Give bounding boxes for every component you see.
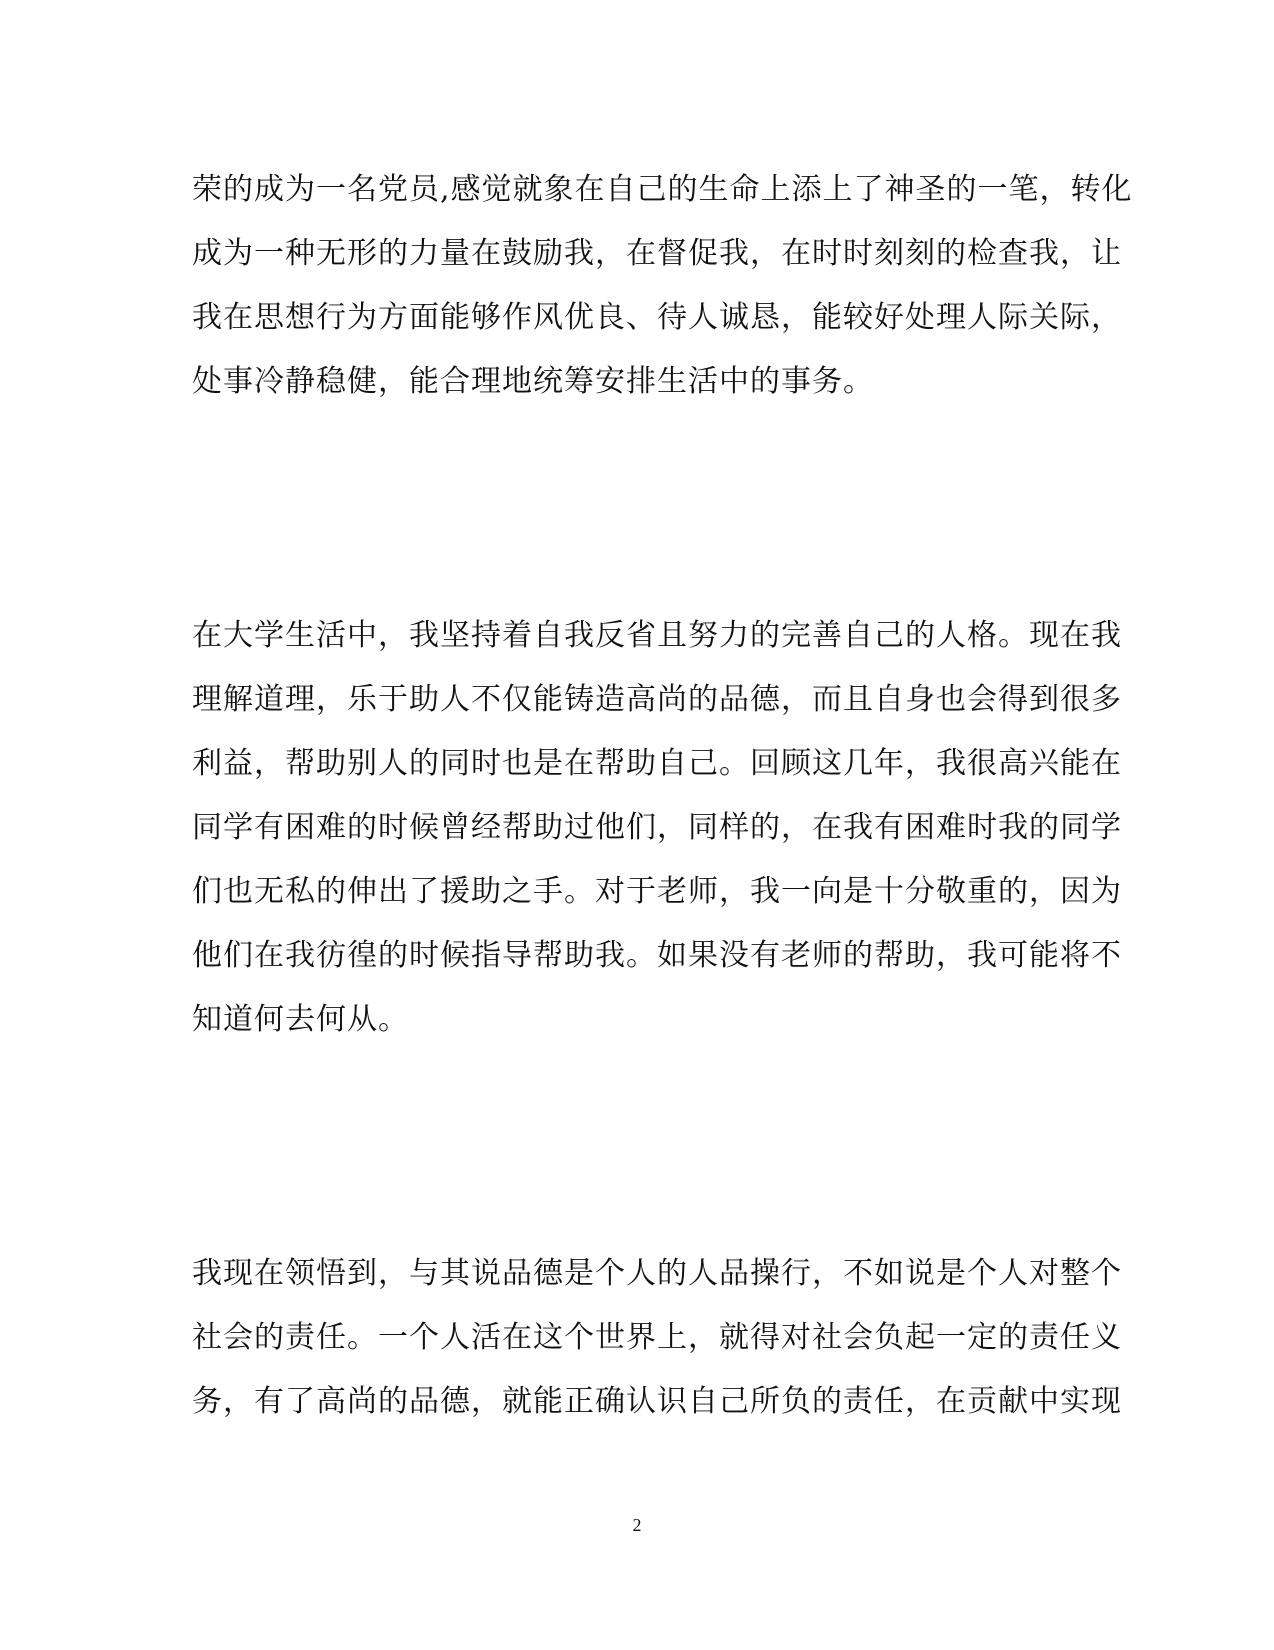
paragraph-3-line-2: 社会的责任。一个人活在这个世界上，就得对社会负起一定的责任义 xyxy=(192,1320,1122,1355)
paragraph-2-line-4: 同学有困难的时候曾经帮助过他们，同样的，在我有困难时我的同学 xyxy=(192,810,1122,845)
paragraph-2-line-1: 在大学生活中，我坚持着自我反省且努力的完善自己的人格。现在我 xyxy=(192,618,1122,653)
paragraph-2-line-6: 他们在我彷徨的时候指导帮助我。如果没有老师的帮助，我可能将不 xyxy=(192,938,1122,973)
paragraph-3-line-3: 务，有了高尚的品德，就能正确认识自己所负的责任，在贡献中实现 xyxy=(192,1384,1122,1419)
paragraph-2-line-5: 们也无私的伸出了援助之手。对于老师，我一向是十分敬重的，因为 xyxy=(192,874,1122,909)
paragraph-2-line-2: 理解道理，乐于助人不仅能铸造高尚的品德，而且自身也会得到很多 xyxy=(192,682,1122,717)
paragraph-1-line-2: 成为一种无形的力量在鼓励我，在督促我，在时时刻刻的检查我，让 xyxy=(192,236,1122,271)
paragraph-1-line-4: 处事冷静稳健，能合理地统筹安排生活中的事务。 xyxy=(192,364,874,399)
paragraph-1-line-1: 荣的成为一名党员,感觉就象在自己的生命上添上了神圣的一笔，转化 xyxy=(192,172,1133,207)
paragraph-1-line-3: 我在思想行为方面能够作风优良、待人诚恳，能较好处理人际关际， xyxy=(192,300,1122,335)
paragraph-3-line-1: 我现在领悟到，与其说品德是个人的人品操行，不如说是个人对整个 xyxy=(192,1256,1122,1291)
paragraph-2-line-7: 知道何去何从。 xyxy=(192,1002,409,1037)
page-number: 2 xyxy=(632,1515,642,1535)
paragraph-2-line-3: 利益，帮助别人的同时也是在帮助自己。回顾这几年，我很高兴能在 xyxy=(192,746,1122,781)
